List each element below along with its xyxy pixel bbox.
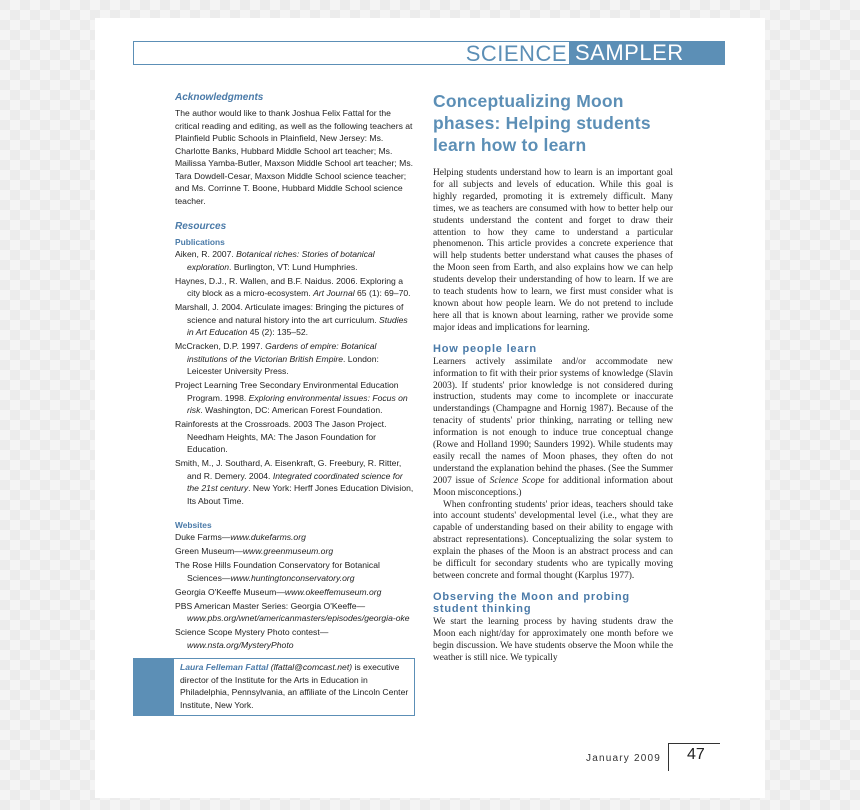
acknowledgments-section xyxy=(175,92,415,207)
website-url[interactable]: www.okeeffemuseum.org xyxy=(284,586,382,597)
website-label: Duke Farms— xyxy=(175,532,231,542)
author-description: is executive director of the Institute for the Arts in Education in Philadelphia, Pennsylvania, an affiliate of the Lincoln Center Institute, New York. xyxy=(180,662,409,710)
publication-item xyxy=(175,248,415,273)
publication-details: . Washington, DC: American Forest Foundation. xyxy=(200,405,383,415)
article-title: Conceptualizing Moon phases: Helping students learn how to learn xyxy=(433,91,651,155)
publication-title: Botanical riches: Stories of botanical exploration xyxy=(187,249,375,272)
article-column xyxy=(433,90,673,665)
heading-how-people-learn: How people learn xyxy=(433,342,537,355)
website-item xyxy=(175,586,415,599)
acknowledgments-heading: Acknowledgments xyxy=(175,92,264,103)
website-item xyxy=(175,626,415,651)
footer-date: January 2009 xyxy=(586,753,662,764)
website-url[interactable]: www.dukefarms.org xyxy=(230,532,306,542)
publication-item xyxy=(175,418,415,456)
website-item xyxy=(175,600,415,625)
science-scope-title: Science Scope xyxy=(489,475,545,486)
author-name: Laura Felleman Fattal xyxy=(180,662,269,672)
resources-heading: Resources xyxy=(175,221,227,232)
heading-observing-moon: Observing the Moon and probing student thinking xyxy=(433,590,630,615)
website-label: Georgia O'Keeffe Museum— xyxy=(175,586,285,597)
publication-title: Art Journal xyxy=(313,288,355,298)
publication-text: Smith, M., J. Southard, A. Eisenkraft, G. Freebury, R. Ritter, and R. Demery. 2004. xyxy=(175,458,402,481)
publication-text: Rainforests at the Crossroads. 2003 The Jason Project. Needham Heights, MA: The Jason Foundation for Education. xyxy=(175,419,387,454)
publications-heading: Publications xyxy=(175,237,225,247)
bio-text xyxy=(180,661,410,711)
paragraph-observing: We start the learning process by having students draw the Moon each night/day for approximately one month before we begin discussion. We have students observe the Moon while the weather is still nice. We typically xyxy=(433,616,673,663)
publication-title: Exploring environmental issues: Focus on risk xyxy=(187,392,408,415)
publication-item xyxy=(175,301,415,339)
website-item xyxy=(175,559,415,584)
website-url[interactable]: www.huntingtonconservatory.org xyxy=(230,572,355,583)
paragraph-learners xyxy=(433,357,673,500)
paragraph-prior-ideas: When confronting students' prior ideas, teachers should take into account students' developmental level (i.e., what they are capable of understanding based on their ability to engage with abstract representations). Conceptualizing the solar system to explain the phases of the Moon is an abstract process and can be difficult for secondary students who are typically moving between concrete and formal thought (Karplus 1977). xyxy=(433,499,673,581)
paragraph-learners-text: Learners actively assimilate and/or accommodate new information to fit with their prior systems of knowledge (Slavin 2003). If students' prior knowledge is not considered during instruction, students may come to incomplete or inaccurate understandings (Champagne and Hornig 1987). Because of the tenacity of students' prior thinking, narrating or telling new information is not enough to induce true conceptual change (Rowe and Holland 1990; Saunders 1992). While students may easily recall the names of Moon phases, they often do not understand the explanation behind the phases. (See the Summer 2007 issue of xyxy=(433,356,673,486)
websites-list xyxy=(175,531,415,651)
acknowledgments-body: The author would like to thank Joshua Felix Fattal for the critical reading and editing, as well as the following teachers at Plainfield Public Schools in Plainfield, New Jersey: Ms. Charlotte Banks, Hubbard Middle School art teacher; Ms. Mailissa Yamba-Butler, Maxson Middle School art teacher; Ms. Tara Dowdell-Cesar, Maxson Middle School science teacher; and Ms. Corrinne T. Boone, Hubbard Middle School science teacher. xyxy=(175,108,414,206)
website-url[interactable]: www.greenmuseum.org xyxy=(242,546,334,556)
bio-accent-bar xyxy=(134,659,174,715)
publication-text: McCracken, D.P. 1997. xyxy=(175,341,266,351)
publication-item xyxy=(175,340,415,378)
header-word-science: SCIENCE xyxy=(465,41,567,66)
footer-divider-vertical xyxy=(668,743,669,771)
header-word-sampler: SAMPLER xyxy=(575,40,684,65)
publication-item xyxy=(175,379,415,417)
publication-text: Project Learning Tree Secondary Environmental Education Program. 1998. xyxy=(175,380,399,403)
publication-details: 45 (2): 135–52. xyxy=(247,327,309,337)
page-number: 47 xyxy=(687,746,705,763)
publication-title: Gardens of empire: Botanical institutions of the Victorian British Empire xyxy=(187,341,377,364)
author-bio-box xyxy=(133,658,415,716)
publications-list xyxy=(175,248,415,507)
paragraph-learners-end: for additional information about Moon misconceptions.) xyxy=(433,475,673,498)
publication-item xyxy=(175,457,415,507)
publication-details: 65 (1): 69–70. xyxy=(354,288,411,298)
page xyxy=(95,18,765,798)
publication-details: . New York: Herff Jones Education Division, Its About Time. xyxy=(187,483,414,506)
website-label: The Rose Hills Foundation Conservatory for Botanical Sciences— xyxy=(175,560,380,583)
publication-item xyxy=(175,275,415,300)
publication-title: Integrated coordinated science for the 21st century xyxy=(187,470,403,493)
resources-section xyxy=(175,221,415,507)
footer-divider-horizontal xyxy=(668,743,720,744)
header-highlight-box xyxy=(569,42,724,64)
publication-text: Marshall, J. 2004. Articulate images: Bringing the pictures of science and natural history into the art curriculum. xyxy=(175,302,404,325)
website-label: Science Scope Mystery Photo contest— xyxy=(175,627,329,637)
publication-title: Studies in Art Education xyxy=(187,314,408,337)
website-item xyxy=(175,531,415,544)
author-email[interactable]: (lfattal@comcast.net) xyxy=(270,662,353,672)
websites-section xyxy=(175,519,415,651)
website-url[interactable]: www.pbs.org/wnet/americanmasters/episodes/georgia-oke xyxy=(187,613,410,623)
publication-text: Haynes, D.J., R. Wallen, and B.F. Naidus. 2006. Exploring a city block as a micro-ecosystem. xyxy=(175,275,404,298)
website-item xyxy=(175,545,415,558)
website-label: PBS American Master Series: Georgia O'Keeffe— xyxy=(175,600,366,611)
sidebar-column xyxy=(175,92,415,653)
website-url[interactable]: www.nsta.org/MysteryPhoto xyxy=(187,639,294,650)
website-label: Green Museum— xyxy=(175,546,243,556)
websites-heading: Websites xyxy=(175,520,212,530)
section-header xyxy=(133,41,725,65)
publication-details: . Burlington, VT: Lund Humphries. xyxy=(229,261,358,272)
publication-details: . London: Leicester University Press. xyxy=(187,353,379,376)
article-intro: Helping students understand how to learn is an important goal for all subjects and levels of education. While this goal is highly regarded, promoting it is extremely difficult. Many times, we as teachers are consumed with how to better help our students understand the content and forget to draw their attention to how they came to understand a particular phenomenon. This article provides a concrete experience that will help students better understand what causes the phases of the Moon seen from Earth, and also explains how we can help students develop their understanding of how to learn. If we are to teach students how to learn, we first must consider what is known about how people learn. We do not pretend to include here all that is known about learning, rather we provide some major ideas and implications for learning. xyxy=(433,168,673,333)
publication-text: Aiken, R. 2007. xyxy=(175,249,237,259)
